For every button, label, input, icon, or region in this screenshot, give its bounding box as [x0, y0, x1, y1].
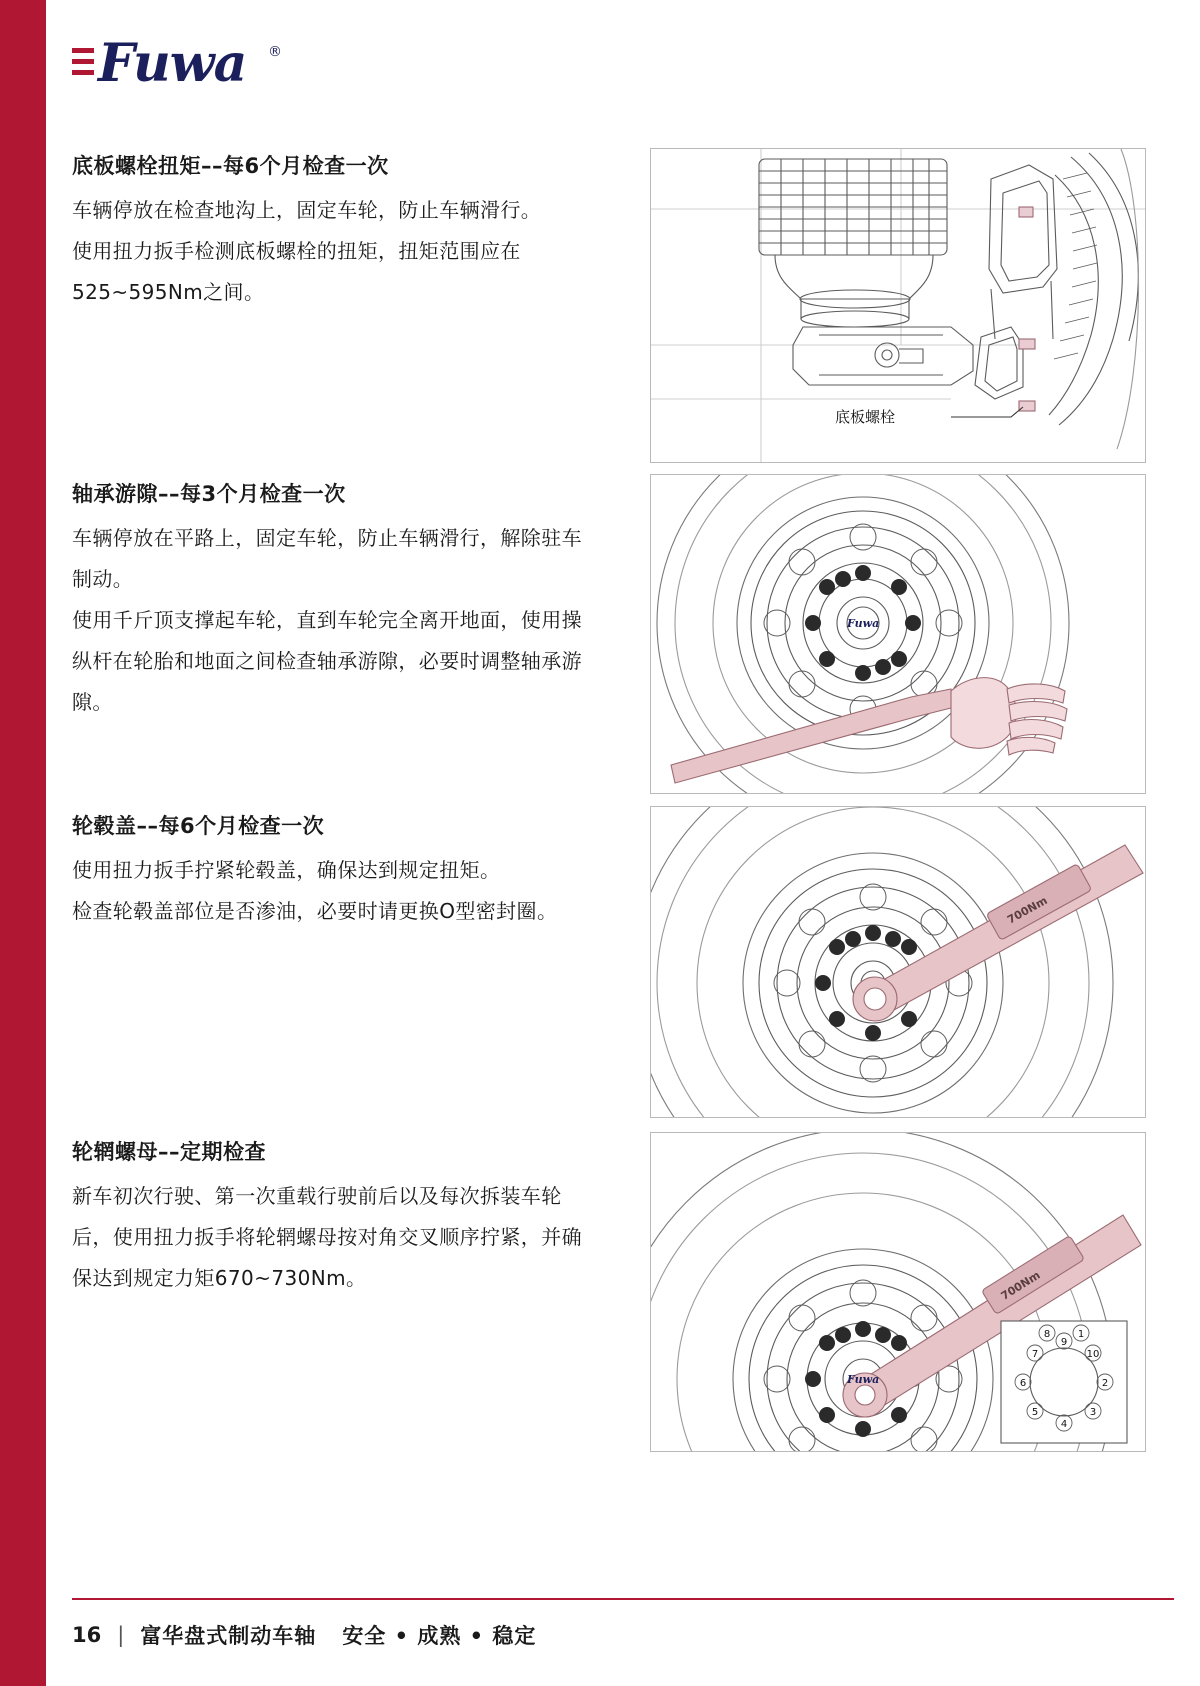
callout-label: 底板螺栓 — [835, 408, 896, 426]
logo-stripes-icon — [72, 42, 94, 88]
section-paragraph: 车辆停放在检查地沟上，固定车轮，防止车辆滑行。 — [72, 198, 542, 222]
torque-sequence-inset — [1001, 1321, 1127, 1443]
hub-logo-label: Fuwa — [847, 1373, 880, 1386]
section-title: 轮毂盖––每6个月检查一次 — [72, 814, 325, 838]
hub-logo-label: Fuwa — [847, 617, 880, 630]
section-body — [72, 518, 592, 723]
section-body — [72, 1176, 592, 1299]
footer-title: 富华盘式制动车轴 — [140, 1624, 317, 1648]
sequence-number: 3 — [1089, 1407, 1097, 1418]
sequence-number: 9 — [1060, 1337, 1068, 1348]
page-number: 16 — [72, 1623, 102, 1647]
sequence-number: 5 — [1031, 1407, 1039, 1418]
sequence-number: 2 — [1101, 1378, 1109, 1389]
figure-wheel-nut-sequence — [650, 1132, 1146, 1452]
section-body — [72, 850, 592, 932]
footer-separator: | — [117, 1623, 125, 1647]
tool-label: 700Nm — [1005, 893, 1050, 927]
section-paragraph: 新车初次行驶、第一次重载行驶前后以及每次拆装车轮后，使用扭力扳手将轮辋螺母按对角交叉顺序拧紧，并确保达到规定力矩670~730Nm。 — [72, 1184, 582, 1290]
sequence-number: 6 — [1019, 1378, 1027, 1389]
figure-bearing-clearance — [650, 474, 1146, 794]
logo-wordmark: Fuwa — [98, 33, 247, 94]
left-accent-bar — [0, 0, 46, 1686]
wheel-with-pry-bar-drawing — [651, 475, 1145, 793]
sequence-number: 4 — [1060, 1419, 1068, 1430]
fuwa-logo — [72, 32, 312, 98]
tool-label: 700Nm — [998, 1268, 1043, 1303]
section-paragraph: 车辆停放在平路上，固定车轮，防止车辆滑行，解除驻车制动。 — [72, 526, 582, 591]
figure-backing-plate-bolt — [650, 148, 1146, 463]
section-body — [72, 190, 592, 313]
sequence-number: 1 — [1077, 1329, 1085, 1340]
footer — [72, 1620, 536, 1650]
figure-hub-cap-torque — [650, 806, 1146, 1118]
section-paragraph: 使用扭力扳手拧紧轮毂盖，确保达到规定扭矩。 — [72, 858, 501, 882]
brake-assembly-drawing — [651, 149, 1145, 462]
section-title: 轴承游隙––每3个月检查一次 — [72, 482, 346, 506]
wheel-nut-torque-drawing — [651, 1133, 1145, 1451]
section-paragraph: 检查轮毂盖部位是否渗油，必要时请更换O型密封圈。 — [72, 899, 558, 923]
section-title: 底板螺栓扭矩––每6个月检查一次 — [72, 154, 389, 178]
footer-divider — [72, 1598, 1174, 1600]
section-paragraph: 使用扭力扳手检测底板螺栓的扭矩，扭矩范围应在525~595Nm之间。 — [72, 239, 521, 304]
sequence-number: 10 — [1086, 1349, 1100, 1360]
section-title: 轮辋螺母––定期检查 — [72, 1140, 266, 1164]
registered-mark: ® — [268, 44, 282, 60]
section-paragraph: 使用千斤顶支撑起车轮，直到车轮完全离开地面，使用操纵杆在轮胎和地面之间检查轴承游隙，必要时调整轴承游隙。 — [72, 608, 582, 714]
page-content — [46, 0, 1200, 1686]
footer-slogan: 安全 • 成熟 • 稳定 — [342, 1624, 537, 1648]
sequence-number: 8 — [1043, 1329, 1051, 1340]
hub-cap-torque-drawing — [651, 807, 1145, 1117]
sequence-number: 7 — [1031, 1349, 1039, 1360]
